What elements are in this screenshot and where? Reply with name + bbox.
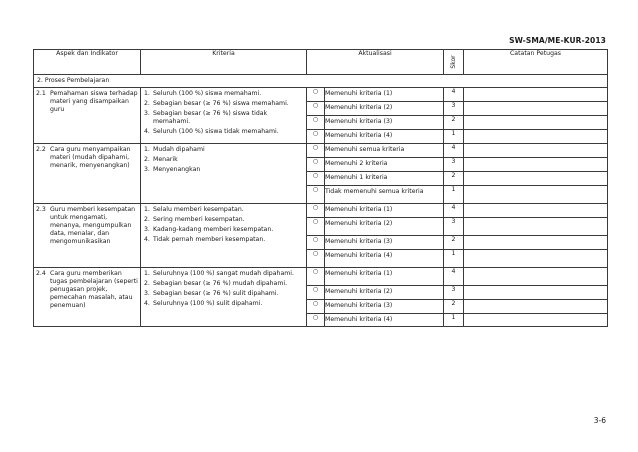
- aspect-text: Cara guru menyampaikan materi (mudah dipahami, menarik, menyenangkan): [50, 146, 131, 169]
- criteria-item: [144, 146, 303, 154]
- page-number: 3-6: [593, 416, 606, 425]
- criteria-number: 3.: [144, 110, 150, 117]
- aktualisasi-text: Tidak memenuhi semua kriteria: [325, 186, 444, 204]
- skor-value: 3: [444, 218, 464, 236]
- aktualisasi-text: Memenuhi kriteria (2): [325, 286, 444, 300]
- criteria-text: Tidak pernah memberi kesempatan.: [153, 236, 266, 243]
- checkbox-circle-icon[interactable]: ○: [307, 218, 325, 236]
- criteria-item: [144, 128, 303, 136]
- aktualisasi-text: Memenuhi kriteria (4): [325, 130, 444, 144]
- checkbox-circle-icon[interactable]: ○: [307, 300, 325, 314]
- catatan-field[interactable]: [464, 236, 608, 250]
- criteria-number: 4.: [144, 128, 150, 135]
- table-row: [34, 88, 608, 102]
- criteria-number: 1.: [144, 270, 150, 277]
- criteria-text: Menyenangkan: [153, 166, 201, 173]
- criteria-number: 2.: [144, 156, 150, 163]
- skor-value: 1: [444, 250, 464, 268]
- checkbox-circle-icon[interactable]: ○: [307, 144, 325, 158]
- criteria-text: Selalu memberi kesempatan.: [153, 206, 244, 213]
- criteria-text: Sebagian besar (≥ 76 %) sulit dipahami.: [153, 290, 279, 297]
- criteria-item: [144, 206, 303, 214]
- aktualisasi-text: Memenuhi kriteria (4): [325, 314, 444, 327]
- criteria-item: [144, 156, 303, 164]
- aktualisasi-text: Memenuhi kriteria (3): [325, 300, 444, 314]
- header-skor: [444, 50, 464, 75]
- criteria-number: 3.: [144, 290, 150, 297]
- skor-value: 2: [444, 172, 464, 186]
- aktualisasi-text: Memenuhi kriteria (1): [325, 268, 444, 286]
- criteria-number: 4.: [144, 236, 150, 243]
- aktualisasi-text: Memenuhi kriteria (1): [325, 204, 444, 218]
- catatan-field[interactable]: [464, 314, 608, 327]
- skor-value: 3: [444, 102, 464, 116]
- skor-value: 3: [444, 158, 464, 172]
- criteria-number: 2.: [144, 280, 150, 287]
- aspect-text: Cara guru memberikan tugas pembelajaran (seperti penugasan projek, pemecahan masalah, atau penemuan): [50, 270, 138, 309]
- header-aktualisasi: Aktualisasi: [307, 50, 444, 75]
- checkbox-circle-icon[interactable]: ○: [307, 204, 325, 218]
- table-row: [34, 144, 608, 158]
- criteria-number: 1.: [144, 146, 150, 153]
- aspect-text: Pemahaman siswa terhadap materi yang disampaikan guru: [50, 90, 138, 113]
- criteria-item: [144, 280, 303, 288]
- catatan-field[interactable]: [464, 130, 608, 144]
- criteria-item: [144, 216, 303, 224]
- skor-value: 2: [444, 236, 464, 250]
- catatan-field[interactable]: [464, 286, 608, 300]
- criteria-number: 1.: [144, 206, 150, 213]
- table-row: [34, 268, 608, 286]
- catatan-field[interactable]: [464, 88, 608, 102]
- criteria-text: Seluruhnya (100 %) sulit dipahami.: [153, 300, 263, 307]
- checkbox-circle-icon[interactable]: ○: [307, 130, 325, 144]
- aspect-number: 2.2: [36, 146, 46, 153]
- criteria-item: [144, 166, 303, 174]
- criteria-text: Seluruh (100 %) siswa tidak memahami.: [153, 128, 279, 135]
- document-code: SW-SMA/ME-KUR-2013: [509, 36, 606, 45]
- skor-value: 4: [444, 88, 464, 102]
- header-catatan: Catatan Petugas: [464, 50, 608, 75]
- skor-value: 4: [444, 144, 464, 158]
- criteria-text: Mudah dipahami: [153, 146, 205, 153]
- aktualisasi-text: Memenuhi kriteria (3): [325, 236, 444, 250]
- criteria-item: [144, 290, 303, 298]
- table-row: [34, 204, 608, 218]
- catatan-field[interactable]: [464, 158, 608, 172]
- checkbox-circle-icon[interactable]: ○: [307, 236, 325, 250]
- aktualisasi-text: Memenuhi 1 kriteria: [325, 172, 444, 186]
- criteria-text: Sering memberi kesempatan.: [153, 216, 245, 223]
- criteria-cell: [141, 268, 307, 327]
- aktualisasi-text: Memenuhi kriteria (4): [325, 250, 444, 268]
- criteria-text: Kadang-kadang memberi kesempatan.: [153, 226, 274, 233]
- catatan-field[interactable]: [464, 268, 608, 286]
- criteria-item: [144, 300, 303, 308]
- criteria-item: [144, 226, 303, 234]
- skor-value: 2: [444, 300, 464, 314]
- header-aspek: Aspek dan Indikator: [34, 50, 141, 75]
- checkbox-circle-icon[interactable]: ○: [307, 286, 325, 300]
- aktualisasi-text: Memenuhi kriteria (2): [325, 218, 444, 236]
- criteria-text: Seluruh (100 %) siswa memahami.: [153, 90, 262, 97]
- criteria-text: Sebagian besar (≥ 76 %) siswa tidak memahami.: [153, 110, 268, 125]
- criteria-text: Menarik: [153, 156, 178, 163]
- criteria-item: [144, 90, 303, 98]
- aspect-number: 2.1: [36, 90, 46, 97]
- aktualisasi-text: Memenuhi kriteria (1): [325, 88, 444, 102]
- catatan-field[interactable]: [464, 144, 608, 158]
- criteria-item: [144, 270, 303, 278]
- skor-value: 2: [444, 116, 464, 130]
- skor-value: 1: [444, 186, 464, 204]
- catatan-field[interactable]: [464, 218, 608, 236]
- criteria-number: 4.: [144, 300, 150, 307]
- criteria-number: 1.: [144, 90, 150, 97]
- aktualisasi-text: Memenuhi kriteria (3): [325, 116, 444, 130]
- skor-value: 4: [444, 268, 464, 286]
- checkbox-circle-icon[interactable]: ○: [307, 158, 325, 172]
- checkbox-circle-icon[interactable]: ○: [307, 102, 325, 116]
- criteria-cell: [141, 204, 307, 268]
- catatan-field[interactable]: [464, 250, 608, 268]
- aspect-cell: [34, 144, 141, 204]
- checkbox-circle-icon[interactable]: ○: [307, 116, 325, 130]
- checkbox-circle-icon[interactable]: ○: [307, 172, 325, 186]
- criteria-item: [144, 100, 303, 108]
- aspect-cell: [34, 204, 141, 268]
- catatan-field[interactable]: [464, 300, 608, 314]
- criteria-number: 3.: [144, 166, 150, 173]
- catatan-field[interactable]: [464, 186, 608, 204]
- aspect-number: 2.4: [36, 270, 46, 277]
- aktualisasi-text: Memenuhi 2 kriteria: [325, 158, 444, 172]
- skor-value: 1: [444, 130, 464, 144]
- checkbox-circle-icon[interactable]: ○: [307, 250, 325, 268]
- section-title: 2. Proses Pembelajaran: [34, 75, 608, 88]
- aspect-cell: [34, 88, 141, 144]
- header-kriteria: Kriteria: [141, 50, 307, 75]
- criteria-text: Sebagian besar (≥ 76 %) mudah dipahami.: [153, 280, 288, 287]
- checkbox-circle-icon[interactable]: ○: [307, 268, 325, 286]
- checkbox-circle-icon[interactable]: ○: [307, 88, 325, 102]
- header-skor-label: Skor: [449, 55, 457, 69]
- aspect-cell: [34, 268, 141, 327]
- criteria-cell: [141, 88, 307, 144]
- aspect-text: Guru memberi kesempatan untuk mengamati, menanya, mengumpulkan data, menalar, dan mengomunikasikan: [50, 206, 136, 245]
- checkbox-circle-icon[interactable]: ○: [307, 186, 325, 204]
- catatan-field[interactable]: [464, 204, 608, 218]
- skor-value: 3: [444, 286, 464, 300]
- supervision-table: [33, 49, 608, 327]
- aspect-number: 2.3: [36, 206, 46, 213]
- criteria-number: 3.: [144, 226, 150, 233]
- skor-value: 1: [444, 314, 464, 327]
- criteria-text: Seluruhnya (100 %) sangat mudah dipahami.: [153, 270, 294, 277]
- catatan-field[interactable]: [464, 102, 608, 116]
- catatan-field[interactable]: [464, 116, 608, 130]
- checkbox-circle-icon[interactable]: ○: [307, 314, 325, 327]
- criteria-item: [144, 236, 303, 244]
- aktualisasi-text: Memenuhi kriteria (2): [325, 102, 444, 116]
- catatan-field[interactable]: [464, 172, 608, 186]
- criteria-text: Sebagian besar (≥ 76 %) siswa memahami.: [153, 100, 289, 107]
- criteria-number: 2.: [144, 216, 150, 223]
- criteria-cell: [141, 144, 307, 204]
- skor-value: 4: [444, 204, 464, 218]
- aktualisasi-text: Memenuhi semua kriteria: [325, 144, 444, 158]
- criteria-item: [144, 110, 303, 126]
- criteria-number: 2.: [144, 100, 150, 107]
